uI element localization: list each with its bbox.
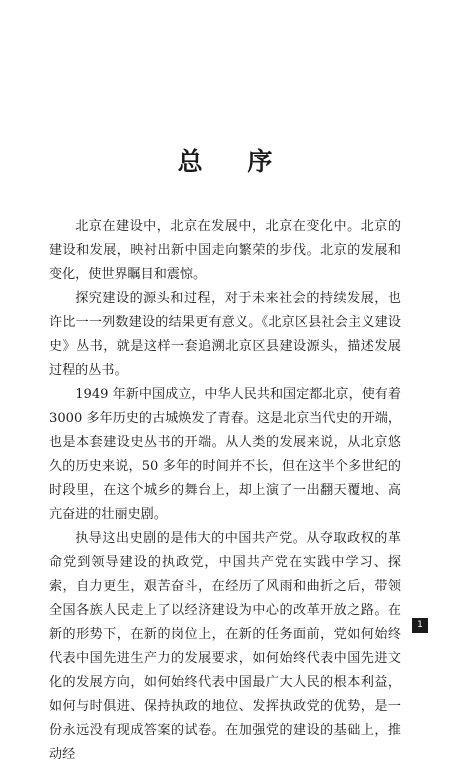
paragraph-2: 探究建设的源头和过程，对于未来社会的持续发展，也许比一一列数建设的结果更有意义。《北京区县社会主义建设史》丛书，就是这样一套追溯北京区县建设源头，描述发展过程的丛书。 [49, 291, 401, 378]
paragraph-1: 北京在建设中，北京在发展中，北京在变化中。北京的建设和发展，映衬出新中国走向繁荣的步伐。北京的发展和变化，使世界瞩目和震惊。 [49, 219, 401, 282]
page-title: 总 序 [177, 147, 291, 176]
page-number: 1 [412, 618, 428, 633]
paragraph-3: 1949 年新中国成立，中华人民共和国定都北京，使有着 3000 多年历史的古城焕发了青春。这是北京当代史的开端，也是本套建设史丛书的开端。从人类的发展来说，从北京悠久的历史来说，50 多年的时间并不长，但在这半个多世纪的时段里，在这个城乡的舞台上，却上演了一出翻天覆地、高亢奋进的壮丽史剧。 [49, 387, 401, 522]
preface-body [49, 215, 401, 767]
paragraph-4: 执导这出史剧的是伟大的中国共产党。从夺取政权的革命党到领导建设的执政党，中国共产党在实践中学习、探索，自力更生，艰苦奋斗，在经历了风雨和曲折之后，带领全国各族人民走上了以经济建设为中心的改革开放之路。在新的形势下，在新的岗位上，在新的任务面前，党如何始终代表中国先进生产力的发展要求，如何始终代表中国先进文化的发展方向，如何始终代表中国最广大人民的根本利益，如何与时俱进、保持执政的地位、发挥执政党的优势，是一份永远没有现成答案的试卷。在加强党的建设的基础上，推动经 [49, 531, 401, 762]
